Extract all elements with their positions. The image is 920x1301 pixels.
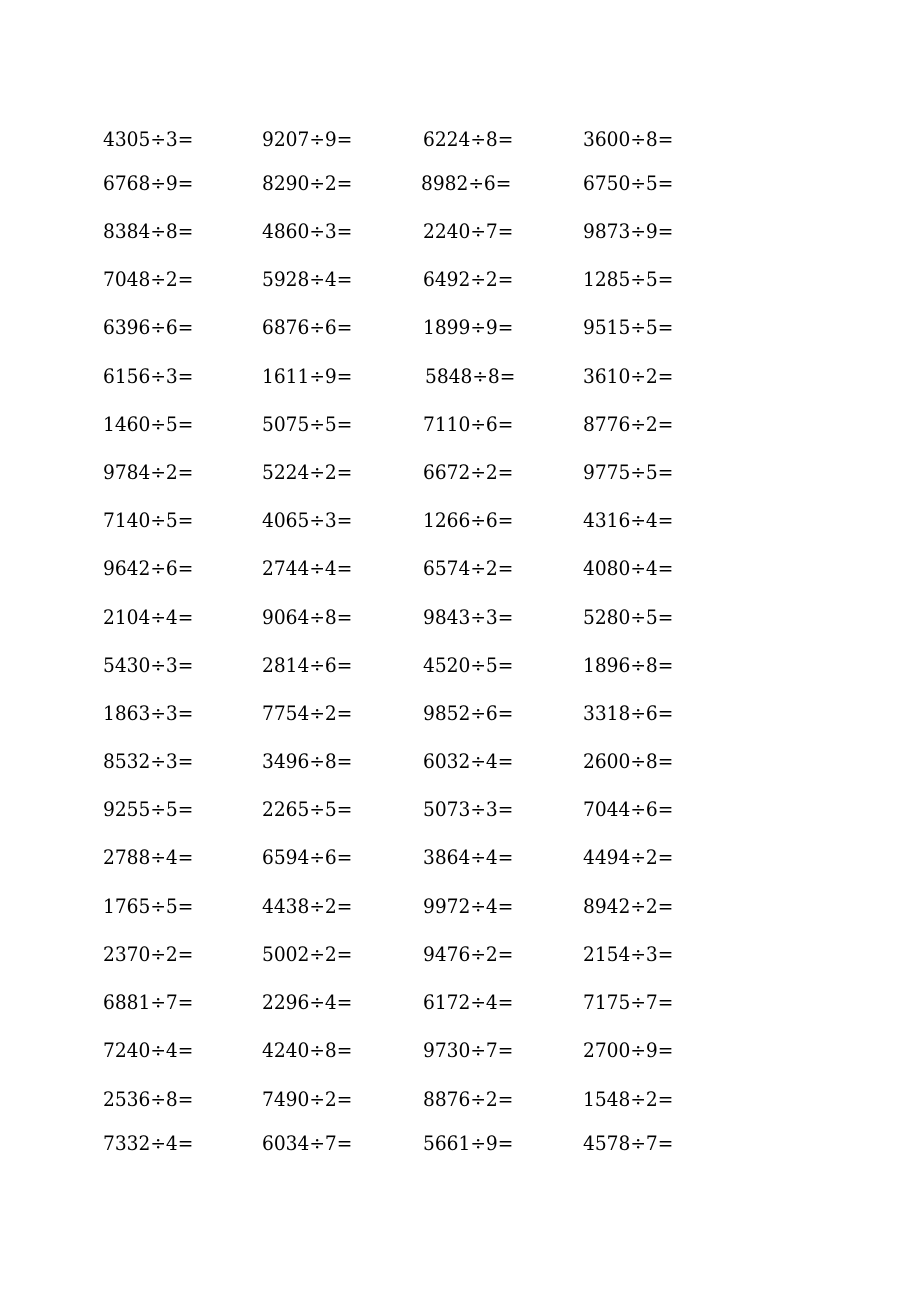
division-problem: 8876÷2= — [423, 1087, 514, 1111]
division-problem: 4520÷5= — [423, 653, 514, 677]
division-problem: 4080÷4= — [583, 556, 674, 580]
division-problem: 7140÷5= — [103, 508, 194, 532]
division-problem: 9476÷2= — [423, 942, 514, 966]
division-problem: 9843÷3= — [423, 605, 514, 629]
division-problem: 1765÷5= — [103, 894, 194, 918]
division-problem: 9852÷6= — [423, 701, 514, 725]
division-problem: 4240÷8= — [262, 1038, 353, 1062]
division-problem: 4578÷7= — [583, 1131, 674, 1155]
division-problem: 1896÷8= — [583, 653, 674, 677]
division-problem: 7175÷7= — [583, 990, 674, 1014]
division-problem: 5848÷8= — [425, 364, 516, 388]
division-problem: 7754÷2= — [262, 701, 353, 725]
division-problem: 6594÷6= — [262, 845, 353, 869]
division-problem: 1266÷6= — [423, 508, 514, 532]
division-problem: 5661÷9= — [423, 1131, 514, 1155]
division-problem: 8532÷3= — [103, 749, 194, 773]
division-problem: 4860÷3= — [262, 219, 353, 243]
division-problem: 2814÷6= — [262, 653, 353, 677]
division-problem: 6768÷9= — [103, 171, 194, 195]
division-problem: 6881÷7= — [103, 990, 194, 1014]
division-problem: 2600÷8= — [583, 749, 674, 773]
division-problem: 4305÷3= — [103, 127, 194, 151]
division-problem: 2104÷4= — [103, 605, 194, 629]
division-problem: 6492÷2= — [423, 267, 514, 291]
division-problem: 5002÷2= — [262, 942, 353, 966]
division-problem: 9775÷5= — [583, 460, 674, 484]
division-problem: 5075÷5= — [262, 412, 353, 436]
division-problem: 5224÷2= — [262, 460, 353, 484]
division-problem: 8942÷2= — [583, 894, 674, 918]
division-problem: 7044÷6= — [583, 797, 674, 821]
division-problem: 3496÷8= — [262, 749, 353, 773]
division-problem: 2370÷2= — [103, 942, 194, 966]
division-problem: 9207÷9= — [262, 127, 353, 151]
division-problem: 2240÷7= — [423, 219, 514, 243]
division-problem: 5073÷3= — [423, 797, 514, 821]
division-problem: 7110÷6= — [423, 412, 514, 436]
division-problem: 2536÷8= — [103, 1087, 194, 1111]
division-problem: 6172÷4= — [423, 990, 514, 1014]
division-problem: 7240÷4= — [103, 1038, 194, 1062]
division-problem: 3318÷6= — [583, 701, 674, 725]
division-problem: 4316÷4= — [583, 508, 674, 532]
division-problem: 2744÷4= — [262, 556, 353, 580]
division-problem: 2265÷5= — [262, 797, 353, 821]
division-problem: 9255÷5= — [103, 797, 194, 821]
division-problem: 1899÷9= — [423, 315, 514, 339]
division-problem: 5280÷5= — [583, 605, 674, 629]
division-problem: 7490÷2= — [262, 1087, 353, 1111]
division-problem: 5430÷3= — [103, 653, 194, 677]
division-problem: 7332÷4= — [103, 1131, 194, 1155]
division-problem: 5928÷4= — [262, 267, 353, 291]
division-problem: 6750÷5= — [583, 171, 674, 195]
division-problem: 1611÷9= — [262, 364, 353, 388]
division-problem: 4494÷2= — [583, 845, 674, 869]
division-problem: 6672÷2= — [423, 460, 514, 484]
division-problem: 8776÷2= — [583, 412, 674, 436]
division-problem: 9972÷4= — [423, 894, 514, 918]
division-problem: 9784÷2= — [103, 460, 194, 484]
division-problem: 6396÷6= — [103, 315, 194, 339]
division-problem: 6156÷3= — [103, 364, 194, 388]
division-problem: 6574÷2= — [423, 556, 514, 580]
division-problem: 2296÷4= — [262, 990, 353, 1014]
division-problem: 9515÷5= — [583, 315, 674, 339]
division-problem: 8290÷2= — [262, 171, 353, 195]
division-problem: 1548÷2= — [583, 1087, 674, 1111]
division-problem: 9730÷7= — [423, 1038, 514, 1062]
division-problem: 2788÷4= — [103, 845, 194, 869]
division-problem: 6032÷4= — [423, 749, 514, 773]
division-problem: 8384÷8= — [103, 219, 194, 243]
division-problem: 4065÷3= — [262, 508, 353, 532]
division-problem: 1285÷5= — [583, 267, 674, 291]
division-problem: 3600÷8= — [583, 127, 674, 151]
division-problem: 2154÷3= — [583, 942, 674, 966]
division-problem: 3610÷2= — [583, 364, 674, 388]
division-problem: 9642÷6= — [103, 556, 194, 580]
division-problem: 1863÷3= — [103, 701, 194, 725]
division-problem: 2700÷9= — [583, 1038, 674, 1062]
division-problem: 4438÷2= — [262, 894, 353, 918]
division-problem: 6876÷6= — [262, 315, 353, 339]
division-problem: 7048÷2= — [103, 267, 194, 291]
division-problem: 3864÷4= — [423, 845, 514, 869]
division-problem: 6034÷7= — [262, 1131, 353, 1155]
division-problem: 9873÷9= — [583, 219, 674, 243]
division-problem: 1460÷5= — [103, 412, 194, 436]
division-problem: 9064÷8= — [262, 605, 353, 629]
division-problem: 6224÷8= — [423, 127, 514, 151]
division-problem: 8982÷6= — [421, 171, 512, 195]
